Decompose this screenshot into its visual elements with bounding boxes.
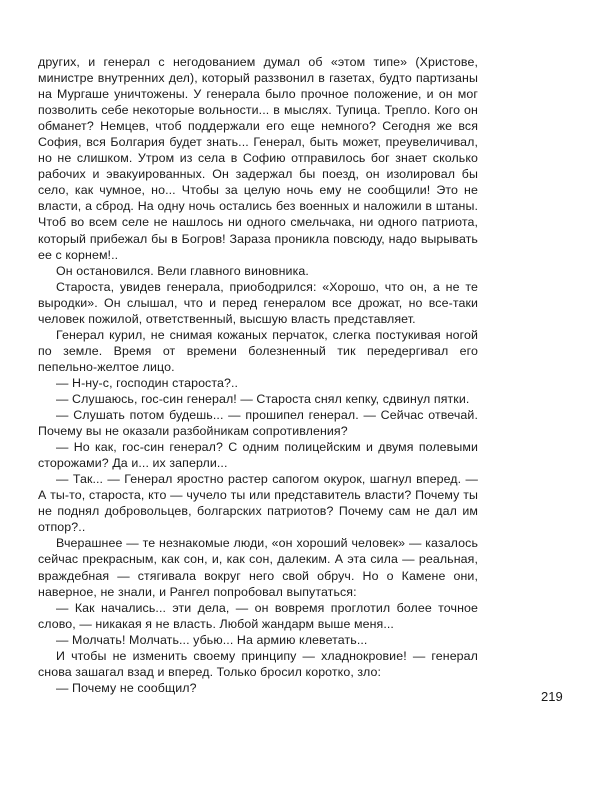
paragraph: Он остановился. Вели главного виновника. (56, 263, 309, 278)
paragraph: — Н-ну-с, господин староста?.. (56, 375, 239, 390)
page-number: 219 (541, 689, 563, 704)
body-text (38, 54, 478, 696)
paragraph: И чтобы не изменить своему принципу — хладнокровие! — генерал снова зашагал взад и вперед. Только бросил коротко, зло: (38, 648, 478, 679)
paragraph: — Почему не сообщил? (56, 680, 197, 695)
paragraph: — Молчать! Молчать... убью... На армию клеветать... (56, 632, 368, 647)
paragraph: Староста, увидев генерала, приободрился: «Хорошо, что он, а не те выродки». Он слышал, что и перед генералом все дрожат, но все-таки человек пожилой, ответственный, высшую власть представляет. (38, 279, 478, 326)
paragraph: Генерал курил, не снимая кожаных перчаток, слегка постукивая ногой по земле. Время от времени болезненный тик передергивал его пепельно-желтое лицо. (38, 327, 478, 374)
paragraph: — Слушаюсь, гос-син генерал! — Староста снял кепку, сдвинул пятки. (56, 391, 470, 406)
paragraph: — Но как, гос-син генерал? С одним полицейским и двумя полевыми сторожами? Да и... их заперли... (38, 440, 478, 471)
paragraph: — Как начались... эти дела, — он вовремя проглотил более точное слово, — никакая я не власть. Любой жандарм выше меня... (38, 600, 478, 631)
paragraph: — Так... — Генерал яростно растер сапогом окурок, шагнул вперед. — А ты-то, староста, кто — чучело ты или представитель власти? Почему ты не поднял добровольцев, болгарских патриотов? Почему сам не дал им отпор?.. (38, 472, 478, 535)
paragraph: Вчерашнее — те незнакомые люди, «он хороший человек» — казалось сейчас прекрасным, как сон, и, как сон, далеким. А эта сила — реальная, враждебная — стягивала вокруг него свой обруч. Но о Камене они, наверное, не знали, и Рангел попробовал выпутаться: (38, 536, 478, 599)
paragraph: других, и генерал с негодованием думал об «этом типе» (Христове, министре внутренних дел), который раззвонил в газетах, будто партизаны на Мургаше уничтожены. У генерала было прочное положение, и он мог позволить себе некоторые вольности... в мыслях. Тупица. Трепло. Кого он обманет? Немцев, чтоб поддержали его еще немного? Сегодня же вся София, вся Болгария будет знать... Генерал, быть может, преувеличивал, но не слишком. Утром из села в Софию отправилось бог знает сколько рабочих и эвакуированных. Он задержал бы поезд, он изолировал бы село, как чумное, но... Чтобы за целую ночь ему не сообщили! Это не власти, а сброд. На одну ночь остались без военных и наложили в штаны. Чтоб во всем селе не нашлось ни одного смельчака, ни одного патриота, который прибежал бы в Богров! Зараза проникла повсюду, надо вырывать ее с корнем!.. (38, 55, 478, 262)
paragraph: — Слушать потом будешь... — прошипел генерал. — Сейчас отвечай. Почему вы не оказали разбойникам сопротивления? (38, 408, 478, 439)
